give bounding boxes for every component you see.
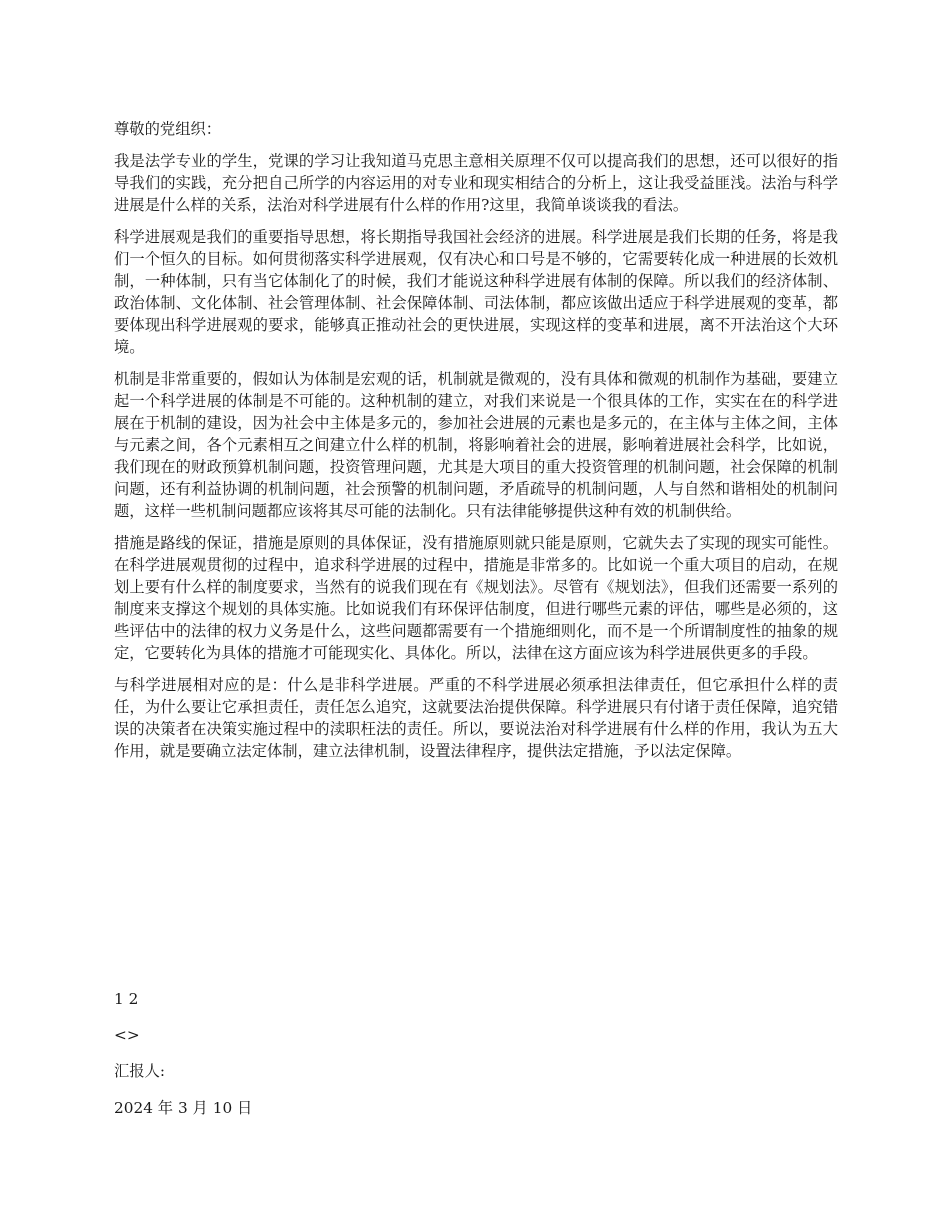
- paragraph-4: 措施是路线的保证，措施是原则的具体保证，没有措施原则就只能是原则，它就失去了实现的现实可能性。在科学进展观贯彻的过程中，追求科学进展的过程中，措施是非常多的。比如说一个重大项目的启动，在规划上要有什么样的制度要求，当然有的说我们现在有《规划法》。尽管有《规划法》，但我们还需要一系列的制度来支撑这个规划的具体实施。比如说我们有环保评估制度，但进行哪些元素的评估，哪些是必须的，这些评估中的法律的权力义务是什么，这些问题都需要有一个措施细则化，而不是一个所谓制度性的抽象的规定，它要转化为具体的措施才可能现实化、具体化。所以，法律在这方面应该为科学进展供更多的手段。: [114, 534, 838, 662]
- paragraph-3: 机制是非常重要的，假如认为体制是宏观的话，机制就是微观的，没有具体和微观的机制作为基础，要建立起一个科学进展的体制是不可能的。这种机制的建立，对我们来说是一个很具体的工作，实实在在的科学进展在于机制的建设，因为社会中主体是多元的，参加社会进展的元素也是多元的，在主体与主体之间，主体与元素之间，各个元素相互之间建立什么样的机制，将影响着社会的进展，影响着进展社会科学，比如说，我们现在的财政预算机制问题，投资管理问题，尤其是大项目的重大投资管理的机制问题，社会保障的机制问题，还有利益协调的机制问题，社会预警的机制问题，矛盾疏导的机制问题，人与自然和谐相处的机制问题，这样一些机制问题都应该将其尽可能的法制化。只有法律能够提供这种有效的机制供给。: [114, 370, 838, 520]
- salutation: 尊敬的党组织：: [114, 120, 222, 138]
- paragraph-5: 与科学进展相对应的是：什么是非科学进展。严重的不科学进展必须承担法律责任，但它承担什么样的责任，为什么要让它承担责任，责任怎么追究，这就要法治提供保障。科学进展只有付诸于责任保障，追究错误的决策者在决策实施过程中的渎职枉法的责任。所以，要说法治对科学进展有什么样的作用，我认为五大作用，就是要确立法定体制，建立法律机制，设置法律程序，提供法定措施，予以法定保障。: [114, 676, 838, 760]
- paragraph-1: 我是法学专业的学生，党课的学习让我知道马克思主意相关原理不仅可以提高我们的思想，还可以很好的指导我们的实践，充分把自己所学的内容运用的对专业和现实相结合的分析上，这让我受益匪浅。法治与科学进展是什么样的关系，法治对科学进展有什么样的作用?这里，我简单谈谈我的看法。: [114, 152, 838, 214]
- reporter-label: 汇报人:: [114, 1062, 166, 1080]
- page-nav-arrows[interactable]: <>: [114, 1026, 140, 1044]
- paragraph-2: 科学进展观是我们的重要指导思想，将长期指导我国社会经济的进展。科学进展是我们长期的任务，将是我们一个恒久的目标。如何贯彻落实科学进展观，仅有决心和口号是不够的，它需要转化成一种进展的长效机制，一种体制，只有当它体制化了的时候，我们才能说这种科学进展有体制的保障。所以我们的经济体制、政治体制、文化体制、社会管理体制、社会保障体制、司法体制，都应该做出适应于科学进展观的变革，都要体现出科学进展观的要求，能够真正推动社会的更快进展，实现这样的变革和进展，离不开法治这个大环境。: [114, 228, 838, 356]
- page-numbers[interactable]: 1 2: [114, 990, 139, 1008]
- letter-body: [114, 118, 838, 772]
- report-date: 2024 年 3 月 10 日: [114, 1099, 253, 1117]
